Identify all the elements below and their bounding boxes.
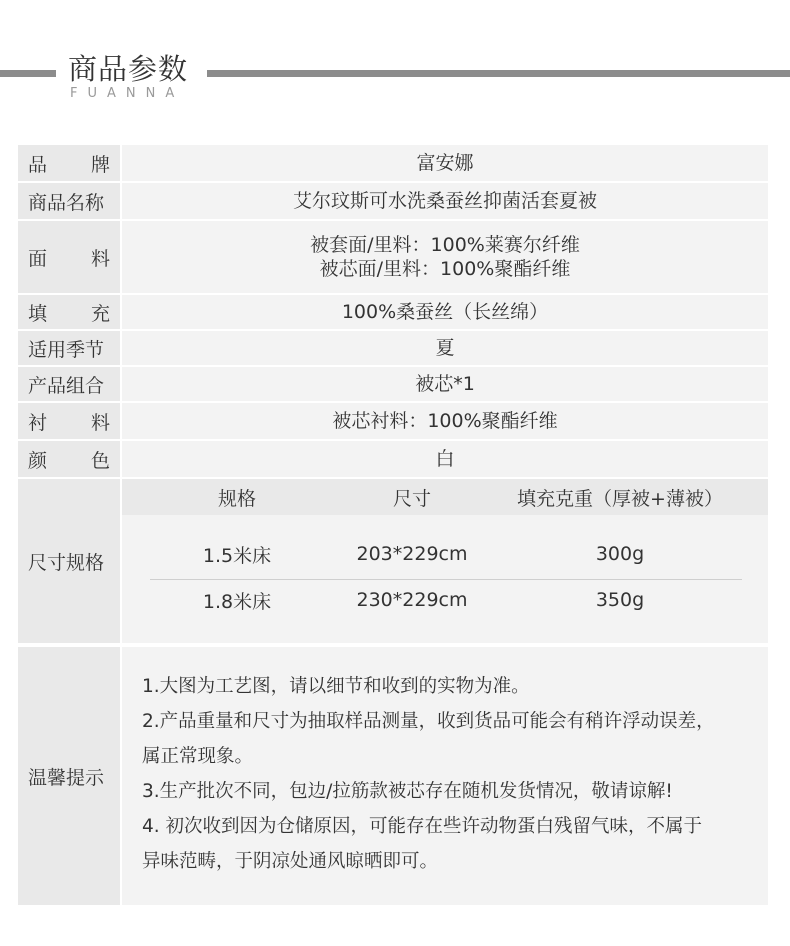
spec-row-lining [18, 403, 768, 439]
header-rule-right [207, 70, 790, 77]
spec-row-product-name [18, 183, 768, 219]
spec-value: 被套面/里料：100%莱赛尔纤维 被芯面/里料：100%聚酯纤维 [122, 221, 768, 293]
spec-label: 尺寸规格 [18, 479, 120, 643]
size-row [122, 539, 768, 569]
spec-value: 白 [122, 441, 768, 477]
size-cell: 203*229cm [356, 543, 468, 565]
spec-row-brand [18, 145, 768, 181]
spec-value: 100%桑蚕丝（长丝绵） [122, 295, 768, 329]
size-header-spec: 规格 [217, 487, 256, 510]
note-line: 2.产品重量和尺寸为抽取样品测量，收到货品可能会有稍许浮动误差， [142, 711, 715, 732]
note-line: 3.生产批次不同，包边/拉筋款被芯存在随机发货情况，敬请谅解! [142, 781, 673, 802]
size-cell: 350g [595, 589, 645, 611]
size-header-weight: 填充克重（厚被+薄被） [517, 487, 723, 510]
size-cell: 300g [595, 543, 645, 565]
spec-row-notes [18, 647, 768, 905]
size-table [122, 479, 768, 643]
spec-row-combination [18, 367, 768, 401]
size-cell: 1.5米床 [202, 544, 272, 567]
spec-value: 艾尔玟斯可水洗桑蚕丝抑菌活套夏被 [122, 183, 768, 219]
spec-row-sizes [18, 479, 768, 643]
size-table-header [122, 479, 768, 515]
spec-label: 适用季节 [18, 331, 120, 365]
spec-label: 衬 料 [18, 403, 120, 439]
size-row-divider [150, 579, 742, 580]
note-line: 异味范畴，于阴凉处通风晾晒即可。 [142, 851, 439, 872]
spec-value: 富安娜 [122, 145, 768, 181]
size-cell: 230*229cm [356, 589, 468, 611]
spec-row-color [18, 441, 768, 477]
spec-label: 颜 色 [18, 441, 120, 477]
spec-row-fabric [18, 221, 768, 293]
note-line: 1.大图为工艺图，请以细节和收到的实物为准。 [142, 676, 530, 697]
spec-label: 面 料 [18, 221, 120, 293]
spec-value: 被芯衬料：100%聚酯纤维 [122, 403, 768, 439]
header-rule-left [0, 70, 56, 77]
spec-table [18, 145, 768, 907]
note-line: 4. 初次收到因为仓储原因，可能存在些许动物蛋白残留气味，不属于 [142, 816, 703, 837]
size-cell: 1.8米床 [202, 590, 272, 613]
size-header-dimension: 尺寸 [392, 487, 431, 510]
size-row [122, 585, 768, 615]
spec-value: 被芯*1 [122, 367, 768, 401]
section-title: 商品参数 [68, 52, 189, 86]
notes-panel [122, 647, 768, 905]
spec-row-season [18, 331, 768, 365]
spec-label: 商品名称 [18, 183, 120, 219]
spec-label: 品 牌 [18, 145, 120, 181]
note-line: 属正常现象。 [142, 746, 254, 767]
spec-value: 夏 [122, 331, 768, 365]
spec-label: 温馨提示 [18, 647, 120, 905]
brand-subtitle: FUANNA [70, 86, 185, 101]
section-header [0, 0, 790, 110]
spec-row-filling [18, 295, 768, 329]
spec-label: 填 充 [18, 295, 120, 329]
spec-label: 产品组合 [18, 367, 120, 401]
